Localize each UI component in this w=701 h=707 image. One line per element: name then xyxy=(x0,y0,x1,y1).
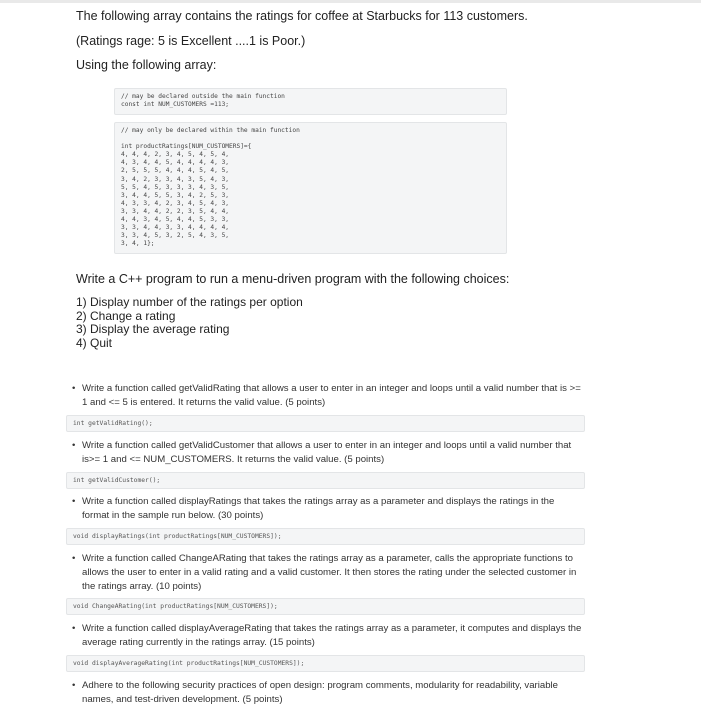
requirement-item xyxy=(72,495,582,523)
bullet-marker: • xyxy=(72,496,76,507)
requirement-item xyxy=(72,552,582,594)
task-description: Write a C++ program to run a menu-driven program with the following choices: xyxy=(76,272,510,286)
requirement-text: Write a function called ChangeARating that takes the ratings array as a parameter, calls the appropriate functions to allows the user to enter in a valid rating and a valid customer. It then stores the rating under the selected customer in the ratings array. (10 points) xyxy=(82,553,577,592)
bullet-marker: • xyxy=(72,553,76,564)
menu-option-2: 2) Change a rating xyxy=(76,309,176,323)
menu-option-4: 4) Quit xyxy=(76,336,113,350)
intro-line-2: (Ratings rage: 5 is Excellent ....1 is Poor.) xyxy=(76,34,306,48)
bullet-marker: • xyxy=(72,440,76,451)
function-signature: int getValidCustomer(); xyxy=(66,472,585,489)
array-code-block: // may only be declared within the main function int productRatings[NUM_CUSTOMERS]={ 4, 4, 4, 2, 3, 4, 5, 4, 5, 4, 4, 3, 4, 4, 5, 4, 4, 4, 4, 3, 2, 5, 5, 5, 4, 4, 4, 5, 4, 5, 3, 4, 2, 3, 3, 4, 3, 5, 4, 3, 5, 5, 4, 5, 3, 3, 3, 4, 3, 5, 3, 4, 4, 5, 5, 3, 4, 2, 5, 3, 4, 3, 3, 4, 2, 3, 4, 5, 4, 3, 3, 3, 4, 4, 2, 2, 3, 5, 4, 4, 4, 4, 3, 4, 5, 4, 4, 5, 3, 3, 3, 3, 4, 4, 3, 3, 4, 4, 4, 4, 3, 3, 4, 5, 3, 2, 5, 4, 3, 5, 3, 4, 1}; xyxy=(114,122,507,254)
bullet-marker: • xyxy=(72,680,76,691)
requirement-text: Adhere to the following security practices of open design: program comments, modularity for readability, variable names, and test-driven development. (5 points) xyxy=(82,680,559,705)
intro-line-3: Using the following array: xyxy=(76,58,217,72)
top-divider xyxy=(0,0,701,3)
function-signature: void ChangeARating(int productRatings[NUM_CUSTOMERS]); xyxy=(66,598,585,615)
requirement-item xyxy=(72,622,582,650)
bullet-marker: • xyxy=(72,383,76,394)
function-signature: int getValidRating(); xyxy=(66,415,585,432)
menu-option-3: 3) Display the average rating xyxy=(76,322,230,336)
bullet-marker: • xyxy=(72,623,76,634)
requirement-text: Write a function called getValidCustomer that allows a user to enter in an integer and loops until a valid number that is>= 1 and <= NUM_CUSTOMERS. It returns the valid value. (5 points) xyxy=(82,440,572,465)
menu-option-1: 1) Display number of the ratings per option xyxy=(76,295,303,309)
constant-code-block: // may be declared outside the main function const int NUM_CUSTOMERS =113; xyxy=(114,88,507,115)
intro-line-1: The following array contains the ratings for coffee at Starbucks for 113 customers. xyxy=(76,9,528,23)
requirement-text: Write a function called displayRatings that takes the ratings array as a parameter and displays the ratings in the format in the sample run below. (30 points) xyxy=(82,496,555,521)
requirement-item xyxy=(72,439,582,467)
requirement-text: Write a function called displayAverageRating that takes the ratings array as a parameter, it computes and displays the average rating currently in the ratings array. (15 points) xyxy=(82,623,582,648)
requirement-item xyxy=(72,679,582,707)
function-signature: void displayRatings(int productRatings[NUM_CUSTOMERS]); xyxy=(66,528,585,545)
function-signature: void displayAverageRating(int productRatings[NUM_CUSTOMERS]); xyxy=(66,655,585,672)
requirement-item xyxy=(72,382,582,410)
requirement-text: Write a function called getValidRating that allows a user to enter in an integer and loops until a valid number that is >= 1 and <= 5 is entered. It returns the valid value. (5 points) xyxy=(82,383,581,408)
